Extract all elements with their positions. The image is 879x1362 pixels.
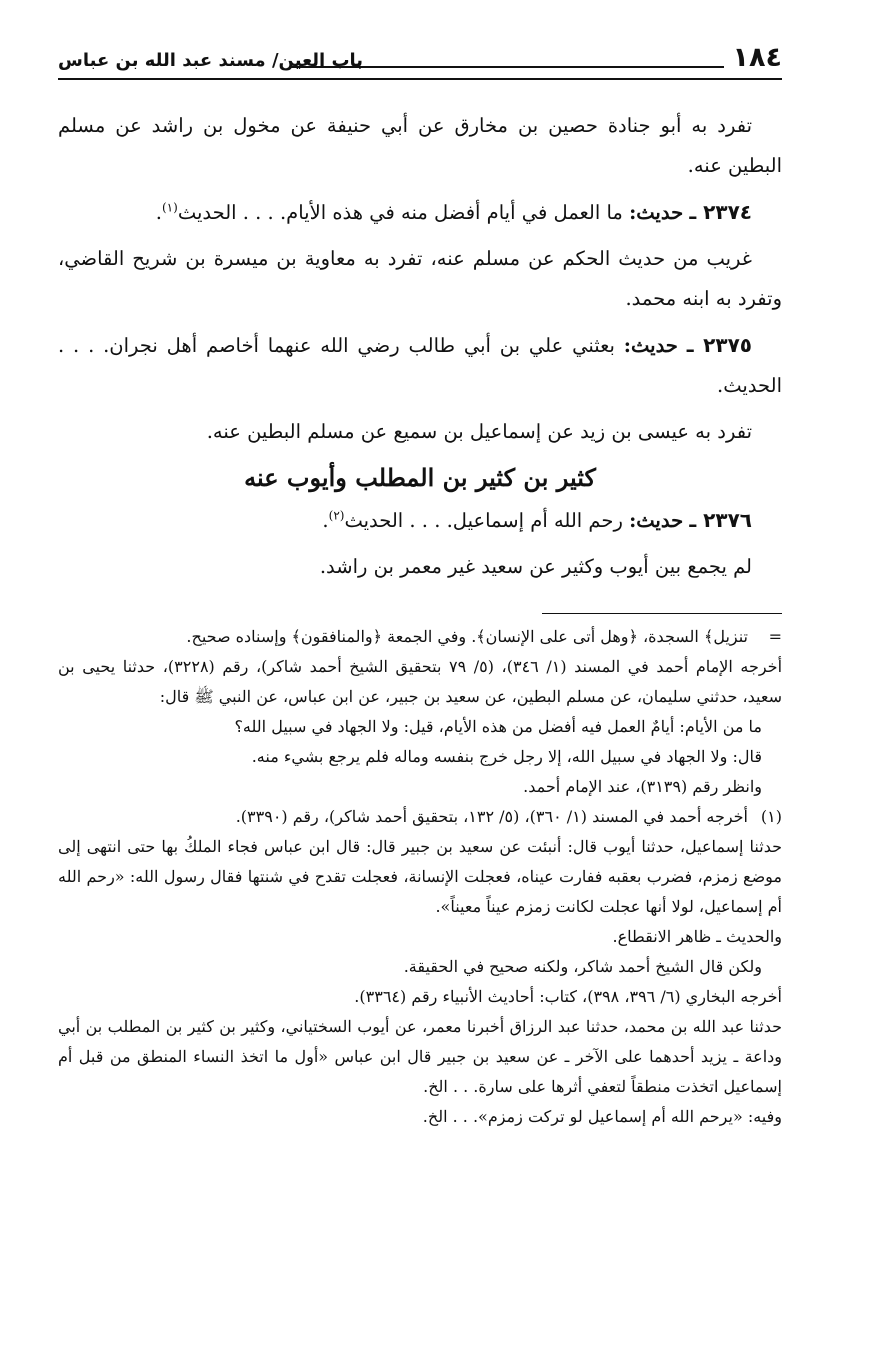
hadith-number: ٢٣٧٥ ـ [686, 333, 752, 357]
footnote-line: والحديث ـ ظاهر الانقطاع. [612, 927, 782, 946]
footnote-text: أخرجه أحمد في المسند (١/ ٣٦٠)، (٥/ ١٣٢، بتحقيق أحمد شاكر)، رقم (٣٣٩٠). [235, 807, 748, 826]
footnote-ref[interactable]: (١) [161, 200, 178, 215]
paragraph: لم يجمع بين أيوب وكثير عن سعيد غير معمر بن راشد. [319, 555, 752, 578]
footnote-separator [542, 613, 782, 614]
paragraph: تفرد به عيسى بن زيد عن إسماعيل بن سميع عن مسلم البطين عنه. [206, 420, 752, 443]
hadith-text: ما العمل في أيام أفضل منه في هذه الأيام. . . . الحديث [177, 201, 623, 224]
section-title: كثير بن كثير بن المطلب وأيوب عنه [244, 463, 596, 492]
hadith-number: ٢٣٧٦ ـ [689, 508, 752, 532]
chapter-title: باب العين/ مسند عبد الله بن عباس [58, 50, 364, 71]
hadith-keyword: حديث: [629, 509, 684, 532]
hadith-text: رحم الله أم إسماعيل. . . . الحديث [344, 509, 623, 532]
book-page [58, 38, 782, 1132]
footnote-line: أخرجه الإمام أحمد في المسند (١/ ٣٤٦)، (٥/ ٧٩ بتحقيق الشيخ أحمد شاكر)، رقم (٣٢٢٨)، حدثنا يحيى بن سعيد، حدثني سليمان، عن مسلم البطين، عن سعيد بن جبير، عن ابن عباس، عن النبي ﷺ قال: [58, 657, 783, 706]
footnote-continuation [58, 622, 782, 652]
hadith-end: . [155, 201, 162, 224]
footnote-line: أخرجه البخاري (٦/ ٣٩٦، ٣٩٨)، كتاب: أحاديث الأنبياء رقم (٣٣٦٤). [354, 987, 782, 1006]
footnote-line: ما من الأيام: أيامٌ العمل فيه أفضل من هذه الأيام، قيل: ولا الجهاد في سبيل الله؟ [234, 717, 762, 736]
hadith-keyword: حديث: [623, 334, 678, 357]
hadith-keyword: حديث: [629, 201, 684, 224]
hadith-2374 [58, 192, 782, 233]
footnote-line: قال: ولا الجهاد في سبيل الله، إلا رجل خرج بنفسه وماله فلم يرجع بشيء منه. [251, 747, 762, 766]
hadith-number: ٢٣٧٤ ـ [689, 200, 752, 224]
paragraph: تفرد به أبو جنادة حصين بن مخارق عن أبي حنيفة عن مخول بن راشد عن مسلم البطين عنه. [58, 114, 782, 177]
footnote-marker: (١) [760, 807, 782, 826]
footnote-line: ولكن قال الشيخ أحمد شاكر، ولكنه صحيح في الحقيقة. [403, 957, 762, 976]
paragraph: غريب من حديث الحكم عن مسلم عنه، تفرد به معاوية بن ميسرة بن شريح القاضي، وتفرد به ابنه محمد. [58, 247, 782, 310]
footnote-1 [58, 802, 782, 832]
continuation-marker: = [768, 627, 782, 646]
hadith-2375 [58, 325, 782, 406]
footnote-line: حدثنا إسماعيل، حدثنا أيوب قال: أنبئت عن سعيد بن جبير قال: قال ابن عباس فجاء الملكُ بها حتى انتهى إلى موضع زمزم، فضرب بعقبه ففارت عيناه، فعجلت الإنسانة، فعجلت تقدح في شنتها فقال رسول الله: «رحم الله أم إسماعيل، لولا أنها عجلت لكانت زمزم عيناً معيناً». [58, 837, 782, 916]
main-text [58, 106, 782, 587]
footnote-ref[interactable]: (٢) [328, 508, 345, 523]
page-number: ١٨٤ [732, 42, 782, 73]
footnote-line: وفيه: «يرحم الله أم إسماعيل لو تركت زمزم». . . الخ. [422, 1107, 782, 1126]
footnote-text: تنزيل﴾ السجدة، ﴿وهل أتى على الإنسان﴾. وفي الجمعة ﴿والمنافقون﴾ وإسناده صحيح. [186, 627, 748, 646]
hadith-2376 [58, 500, 782, 541]
footnotes [58, 622, 782, 1132]
header-rule [58, 78, 782, 80]
running-header [58, 38, 782, 78]
footnote-line: وانظر رقم (٣١٣٩)، عند الإمام أحمد. [523, 777, 762, 796]
hadith-end: . [322, 509, 329, 532]
footnote-line: حدثنا عبد الله بن محمد، حدثنا عبد الرزاق أخبرنا معمر، عن أيوب السختياني، وكثير بن كثير بن المطلب بن أبي وداعة ـ يزيد أحدهما على الآخر ـ عن سعيد بن جبير قال ابن عباس «أول ما اتخذ النساء المنطق من قبل أم إسماعيل اتخذت منطقاً لتعفي أثرها على سارة. . . الخ. [58, 1017, 782, 1096]
hadith-text: بعثني علي بن أبي طالب رضي الله عنهما أخاصم أهل نجران. . . . الحديث. [58, 334, 782, 397]
